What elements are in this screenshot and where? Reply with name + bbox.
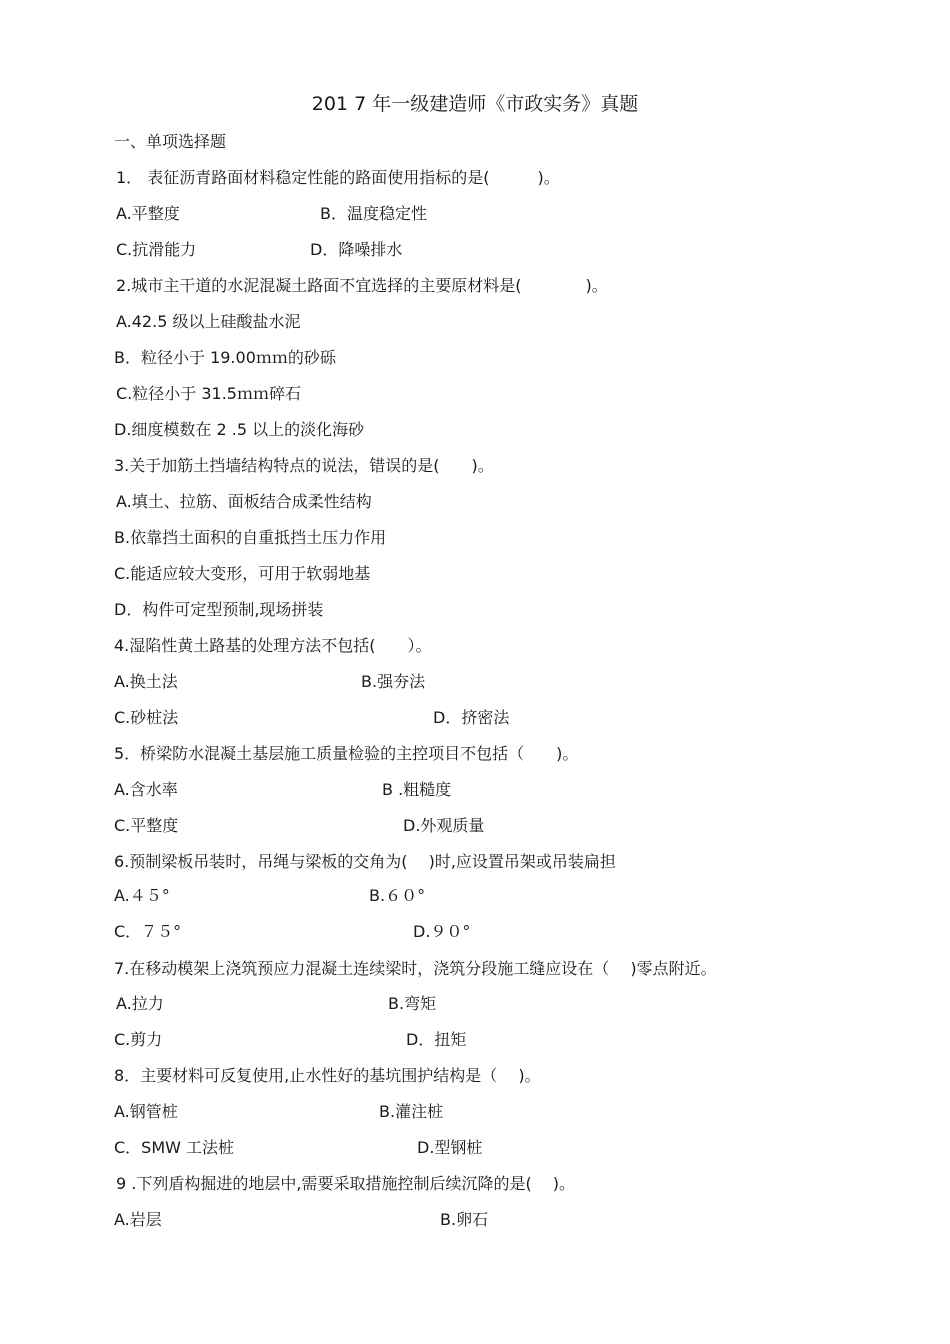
question-7-stem: 7.在移动模架上浇筑预应力混凝土连续梁时，浇筑分段施工缝应设在（ )零点附近。 [114,959,717,978]
question-8-option-d: D.型钢桩 [417,1138,483,1157]
question-4-option-d: D．挤密法 [433,708,510,727]
question-5-stem: 5．桥梁防水混凝土基层施工质量检验的主控项目不包括（ )。 [114,744,579,763]
question-6-stem: 6.预制梁板吊装时，吊绳与梁板的交角为( )时,应设置吊架或吊装扁担 [114,852,616,871]
question-1-option-a: A.平整度 [116,204,180,223]
question-4-stem: 4.湿陷性黄土路基的处理方法不包括( ）。 [114,636,432,655]
question-2-option-d: D.细度模数在 2 .5 以上的淡化海砂 [114,420,365,439]
question-2-option-b: B．粒径小于 19.00ｍｍ的砂砾 [114,348,336,367]
question-6-option-c: C．７５° [114,922,182,941]
question-6-option-d: D.９０° [413,922,471,941]
question-7-option-d: D．扭矩 [406,1030,467,1049]
question-9-option-b: B.卵石 [440,1210,489,1229]
question-3-option-d: D．构件可定型预制,现场拼装 [114,600,324,619]
question-8-option-c: C．SMW 工法桩 [114,1138,235,1157]
section-heading: 一、单项选择题 [114,132,227,151]
question-5-option-b: B .粗糙度 [382,780,452,799]
question-7-option-a: A.拉力 [116,994,164,1013]
question-5-option-a: A.含水率 [114,780,178,799]
question-8-option-a: A.钢管桩 [114,1102,178,1121]
question-2-stem: 2.城市主干道的水泥混凝土路面不宜选择的主要原材料是( )。 [116,276,608,295]
question-7-option-b: B.弯矩 [388,994,437,1013]
question-4-option-a: A.换土法 [114,672,178,691]
question-3-option-b: B.依靠挡土面积的自重抵挡土压力作用 [114,528,387,547]
question-9-stem: 9 .下列盾构掘进的地层中,需要采取措施控制后续沉降的是( )。 [116,1174,576,1193]
question-6-option-a: A.４５° [114,886,170,905]
question-2-option-c: C.粒径小于 31.5ｍｍ碎石 [116,384,301,403]
question-4-option-b: B.强夯法 [361,672,426,691]
question-3-stem: 3.关于加筋土挡墙结构特点的说法，错误的是( )。 [114,456,494,475]
question-2-option-a: A.42.5 级以上硅酸盐水泥 [116,312,301,331]
question-3-option-a: A.填土、拉筋、面板结合成柔性结构 [116,492,372,511]
question-7-option-c: C.剪力 [114,1030,163,1049]
question-5-option-d: D.外观质量 [403,816,485,835]
question-1-option-b: B．温度稳定性 [320,204,427,223]
question-1-stem: 1． 表征沥青路面材料稳定性能的路面使用指标的是( )。 [116,168,560,187]
question-6-option-b: B.６０° [369,886,426,905]
question-4-option-c: C.砂桩法 [114,708,179,727]
question-8-stem: 8．主要材料可反复使用,止水性好的基坑围护结构是（ )。 [114,1066,541,1085]
question-9-option-a: A.岩层 [114,1210,162,1229]
question-5-option-c: C.平整度 [114,816,179,835]
question-1-option-d: D．降噪排水 [310,240,403,259]
question-8-option-b: B.灌注桩 [379,1102,444,1121]
question-1-option-c: C.抗滑能力 [116,240,197,259]
question-3-option-c: C.能适应较大变形，可用于软弱地基 [114,564,371,583]
document-title: 201 7 年一级建造师《市政实务》真题 [311,93,639,115]
